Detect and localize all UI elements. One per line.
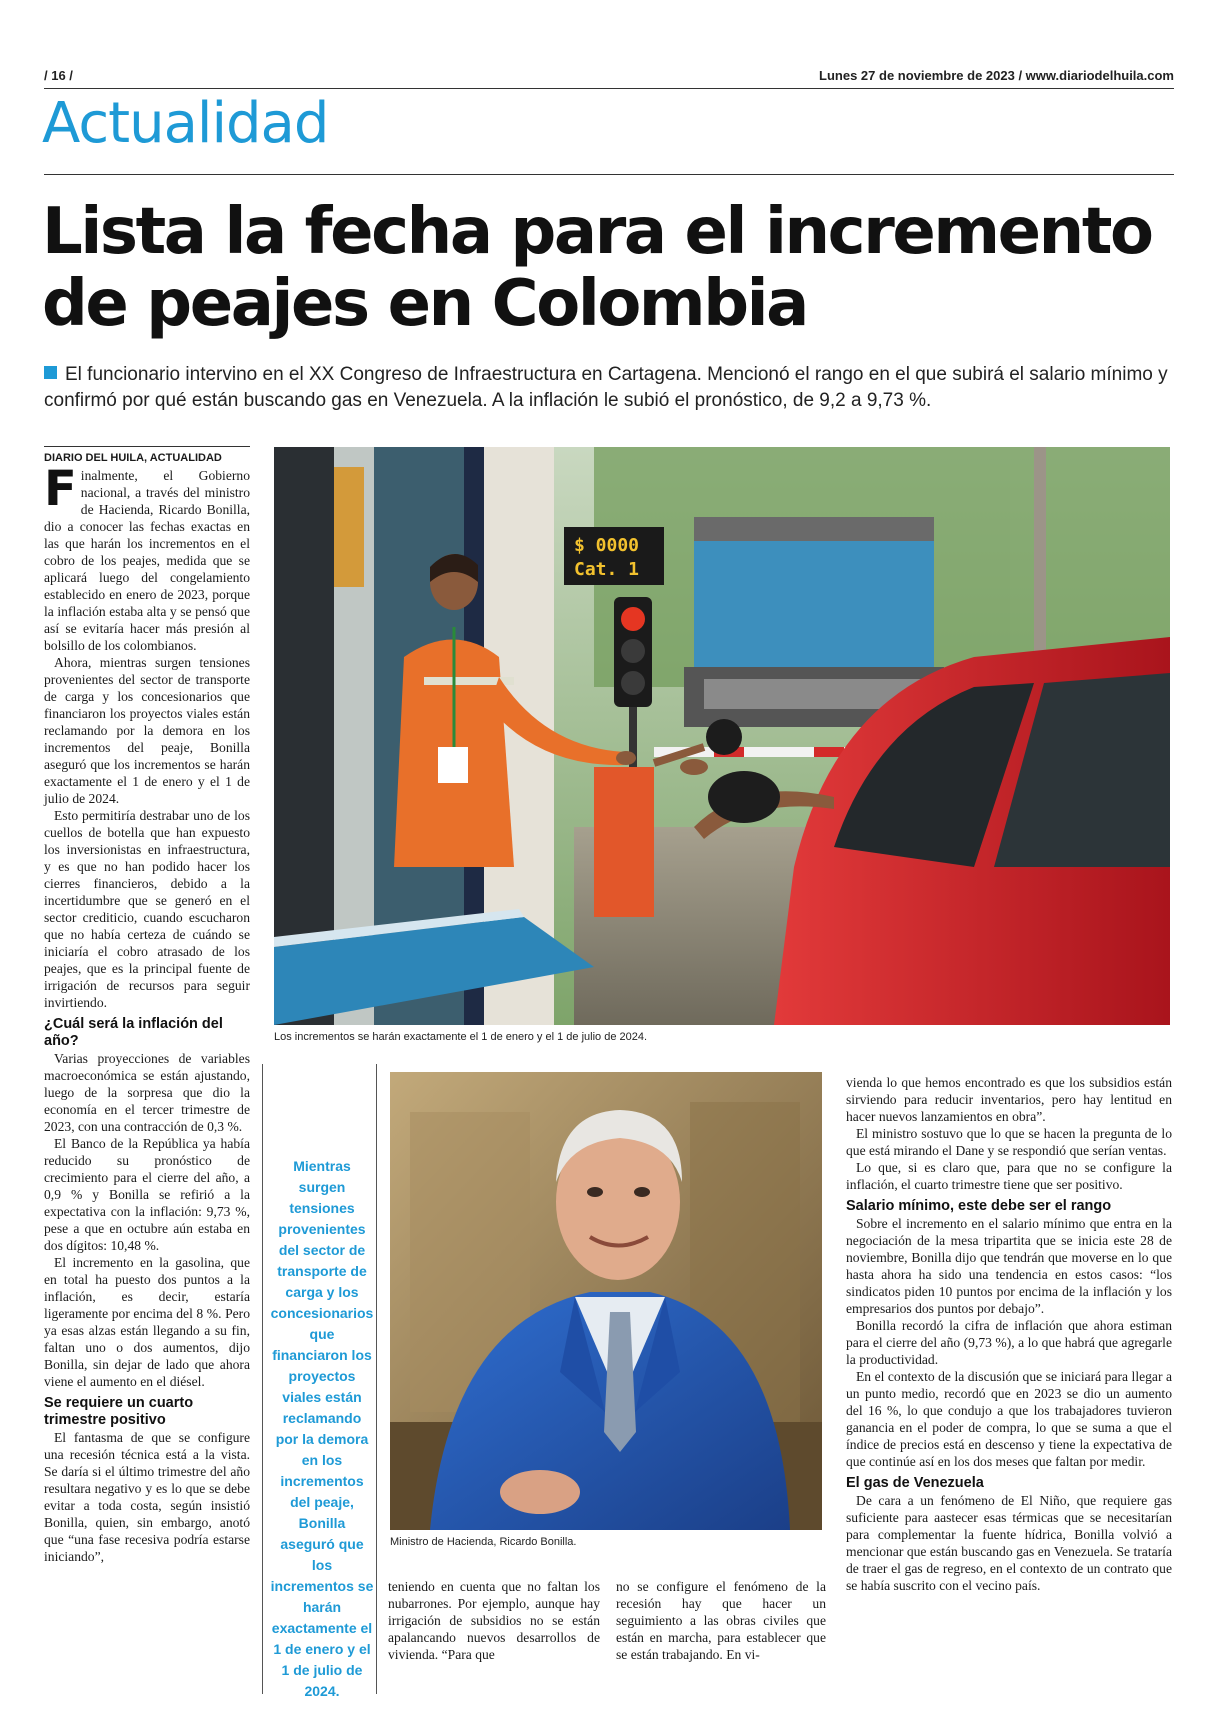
paragraph: Sobre el incremento en el salario mínimo que entra en la negociación de la mesa tripartita que se inicia este 28 de noviembre, Bonilla dijo que tendrán que moverse en lo que hasta ahora ha sido una tendencia en estos casos: “los sindicatos piden 10 puntos por encima de la inflación y los empresarios dos puntos por debajo”. [846,1216,1172,1316]
lead-square-icon [44,366,57,379]
paragraph: Lo que, si es claro que, para que no se configure la inflación, el cuarto trimestre tiene que ser positivo. [846,1160,1172,1192]
subheading-inflacion: ¿Cuál será la inflación del año? [44,1016,223,1049]
lead-paragraph [44,362,1174,414]
photo-caption-minister: Ministro de Hacienda, Ricardo Bonilla. [390,1536,577,1548]
paragraph: En el contexto de la discusión que se iniciará para llegar a un punto medio, recordó que en 2023 se dio un aumento del 16 %, lo que condujo a que los trabajadores tuvieron ganancia en el poder de compra, lo que se suma a que el índice de precios está en descenso y tiene la expectativa de que continúe así en los dos meses que faltan por medir. [846,1369,1172,1469]
article-column-3 [388,1578,600,1663]
subheading-cuarto-trimestre: Se requiere un cuarto trimestre positivo [44,1395,194,1428]
subheading-salario-minimo: Salario mínimo, este debe ser el rango [846,1198,1112,1214]
toll-booth-illustration [274,447,1170,1025]
section-title: Actualidad [42,91,329,156]
paragraph: no se configure el fenómeno de la recesión hay que hacer un seguimiento a las obras civiles que están en marcha, para establecer que se están trabajando. En vi- [616,1579,826,1662]
subheading-gas-venezuela: El gas de Venezuela [846,1475,984,1491]
paragraph: Ahora, mientras surgen tensiones provenientes del sector de transporte de carga y los concesionarios que financiaron los proyectos viales están reclamando por la demora en los incrementos del peaje, Bonilla aseguró que los incrementos se harán exactamente el 1 de enero y el 1 de julio de 2024. [44,655,250,806]
photo-caption-toll: Los incrementos se harán exactamente el 1 de enero y el 1 de julio de 2024. [274,1031,648,1043]
paragraph: El Banco de la República ya había reducido su pronóstico de crecimiento para el cierre del año, a 0,9 % y Bonilla se refirió a la expectativa con la inflación: 9,73 %, pese a que en octubre aún estaba en dos dígitos: 10,48 %. [44,1136,250,1253]
article-column-1 [44,446,250,1565]
byline: DIARIO DEL HUILA, ACTUALIDAD [44,446,250,465]
dateline: Lunes 27 de noviembre de 2023 / www.diariodelhuila.com [819,68,1174,83]
paragraph: vienda lo que hemos encontrado es que los subsidios están sirviendo para reducir inventarios, pero hay lentitud en hacer nuevos lanzamientos en obra”. [846,1075,1172,1124]
minister-portrait-illustration [390,1072,822,1530]
toll-sign-price: $ 0000 [574,535,640,556]
paragraph: El incremento en la gasolina, que en total ha puesto dos puntos a la inflación, es decir, estaría ligeramente por encima del 8 %. Pero ya esas alzas están llegando a su fin, faltan uno o dos aumentos, dijo Bonilla, sin dejar de lado que ahora viene el aumento en el diésel. [44,1255,250,1389]
paragraph: Esto permitiría destrabar uno de los cuellos de botella que han expuesto los inversionistas en infraestructura, y es que no han podido hacer los cierres financieros, debido a la incertidumbre que se generó en el sector crediticio, cuando escucharon que no había certeza de cuándo se iniciaría el cobro atrasado de los peajes, que es la principal fuente de irrigación de recursos para seguir invirtiendo. [44,808,250,1010]
drop-cap: F [44,461,77,517]
paragraph: teniendo en cuenta que no faltan los nubarrones. Por ejemplo, aunque hay irrigación de subsidios no se están apalancando nuevos desarrollos de vivienda. “Para que [388,1579,600,1662]
toll-sign-category: Cat. 1 [574,559,640,580]
headline-line-2: de peajes en Colombia [42,267,807,341]
page-number: / 16 / [44,68,73,83]
header-rule [44,88,1174,89]
lead-text: El funcionario intervino en el XX Congreso de Infraestructura en Cartagena. Mencionó el rango en el que subirá el salario mínimo y confirmó por qué están buscando gas en Venezuela. A la inflación le subió el pronóstico, de 9,2 a 9,73 %. [44,364,1168,411]
paragraph: El ministro sostuvo que lo que se hacen la pregunta de lo que está mirando el Dane y se respondió que serían ventas. [846,1126,1172,1158]
column-divider [376,1064,377,1694]
column-divider [262,1064,263,1694]
paragraph: Varias proyecciones de variables macroeconómica se están ajustando, luego de la sorpresa que dio la economía en el tercer trimestre de 2023, con una contracción de 0,3 %. [44,1051,250,1134]
minister-portrait-photo [390,1072,822,1530]
section-rule [44,174,1174,175]
pull-quote: Mientras surgen tensiones provenientes del sector de transporte de carga y los concesionarios que financiaron los proyectos viales están reclamando por la demora en los incrementos del peaje, Bonilla aseguró que los incrementos se harán exactamente el 1 de enero y el 1 de julio de 2024. [270,1158,374,1699]
paragraph: De cara a un fenómeno de El Niño, que requiere gas suficiente para aastecer esas térmicas que se necesitarían para complementar la fuente hídrica, Bonilla volvió a mencionar que están buscando gas en Venezuela. Se trataría de traer el gas de regreso, en el contexto de un contrato que se había suscrito con el vecino país. [846,1493,1172,1593]
paragraph: Finalmente, el Gobierno nacional, a través del ministro de Hacienda, Ricardo Bonilla, dio a conocer las fechas exactas en las que harán los incrementos en el cobro de los peajes, medida que se aplicará luego del congelamiento establecido en enero de 2023, porque la inflación estaba alta y se pensó que así se evitaría hacer más presión al bolsillo de los colombianos. [44,461,250,653]
article-column-5 [846,1074,1172,1594]
article-column-4 [616,1578,826,1663]
headline-line-1: Lista la fecha para el incremento [42,195,1152,269]
paragraph: Bonilla recordó la cifra de inflación que ahora estiman para el cierre del año (9,73 %), a lo que habrá que agregarle la productividad. [846,1318,1172,1367]
toll-booth-photo [274,447,1170,1025]
paragraph: El fantasma de que se configure una recesión técnica está a la vista. Se daría si el último trimestre del año resultara negativo y es lo que se debe evitar a toda costa, según insistió Bonilla, quien, sin embargo, anotó que “una fase recesiva podría estarse iniciando”, [44,1430,250,1564]
headline [42,196,1182,340]
